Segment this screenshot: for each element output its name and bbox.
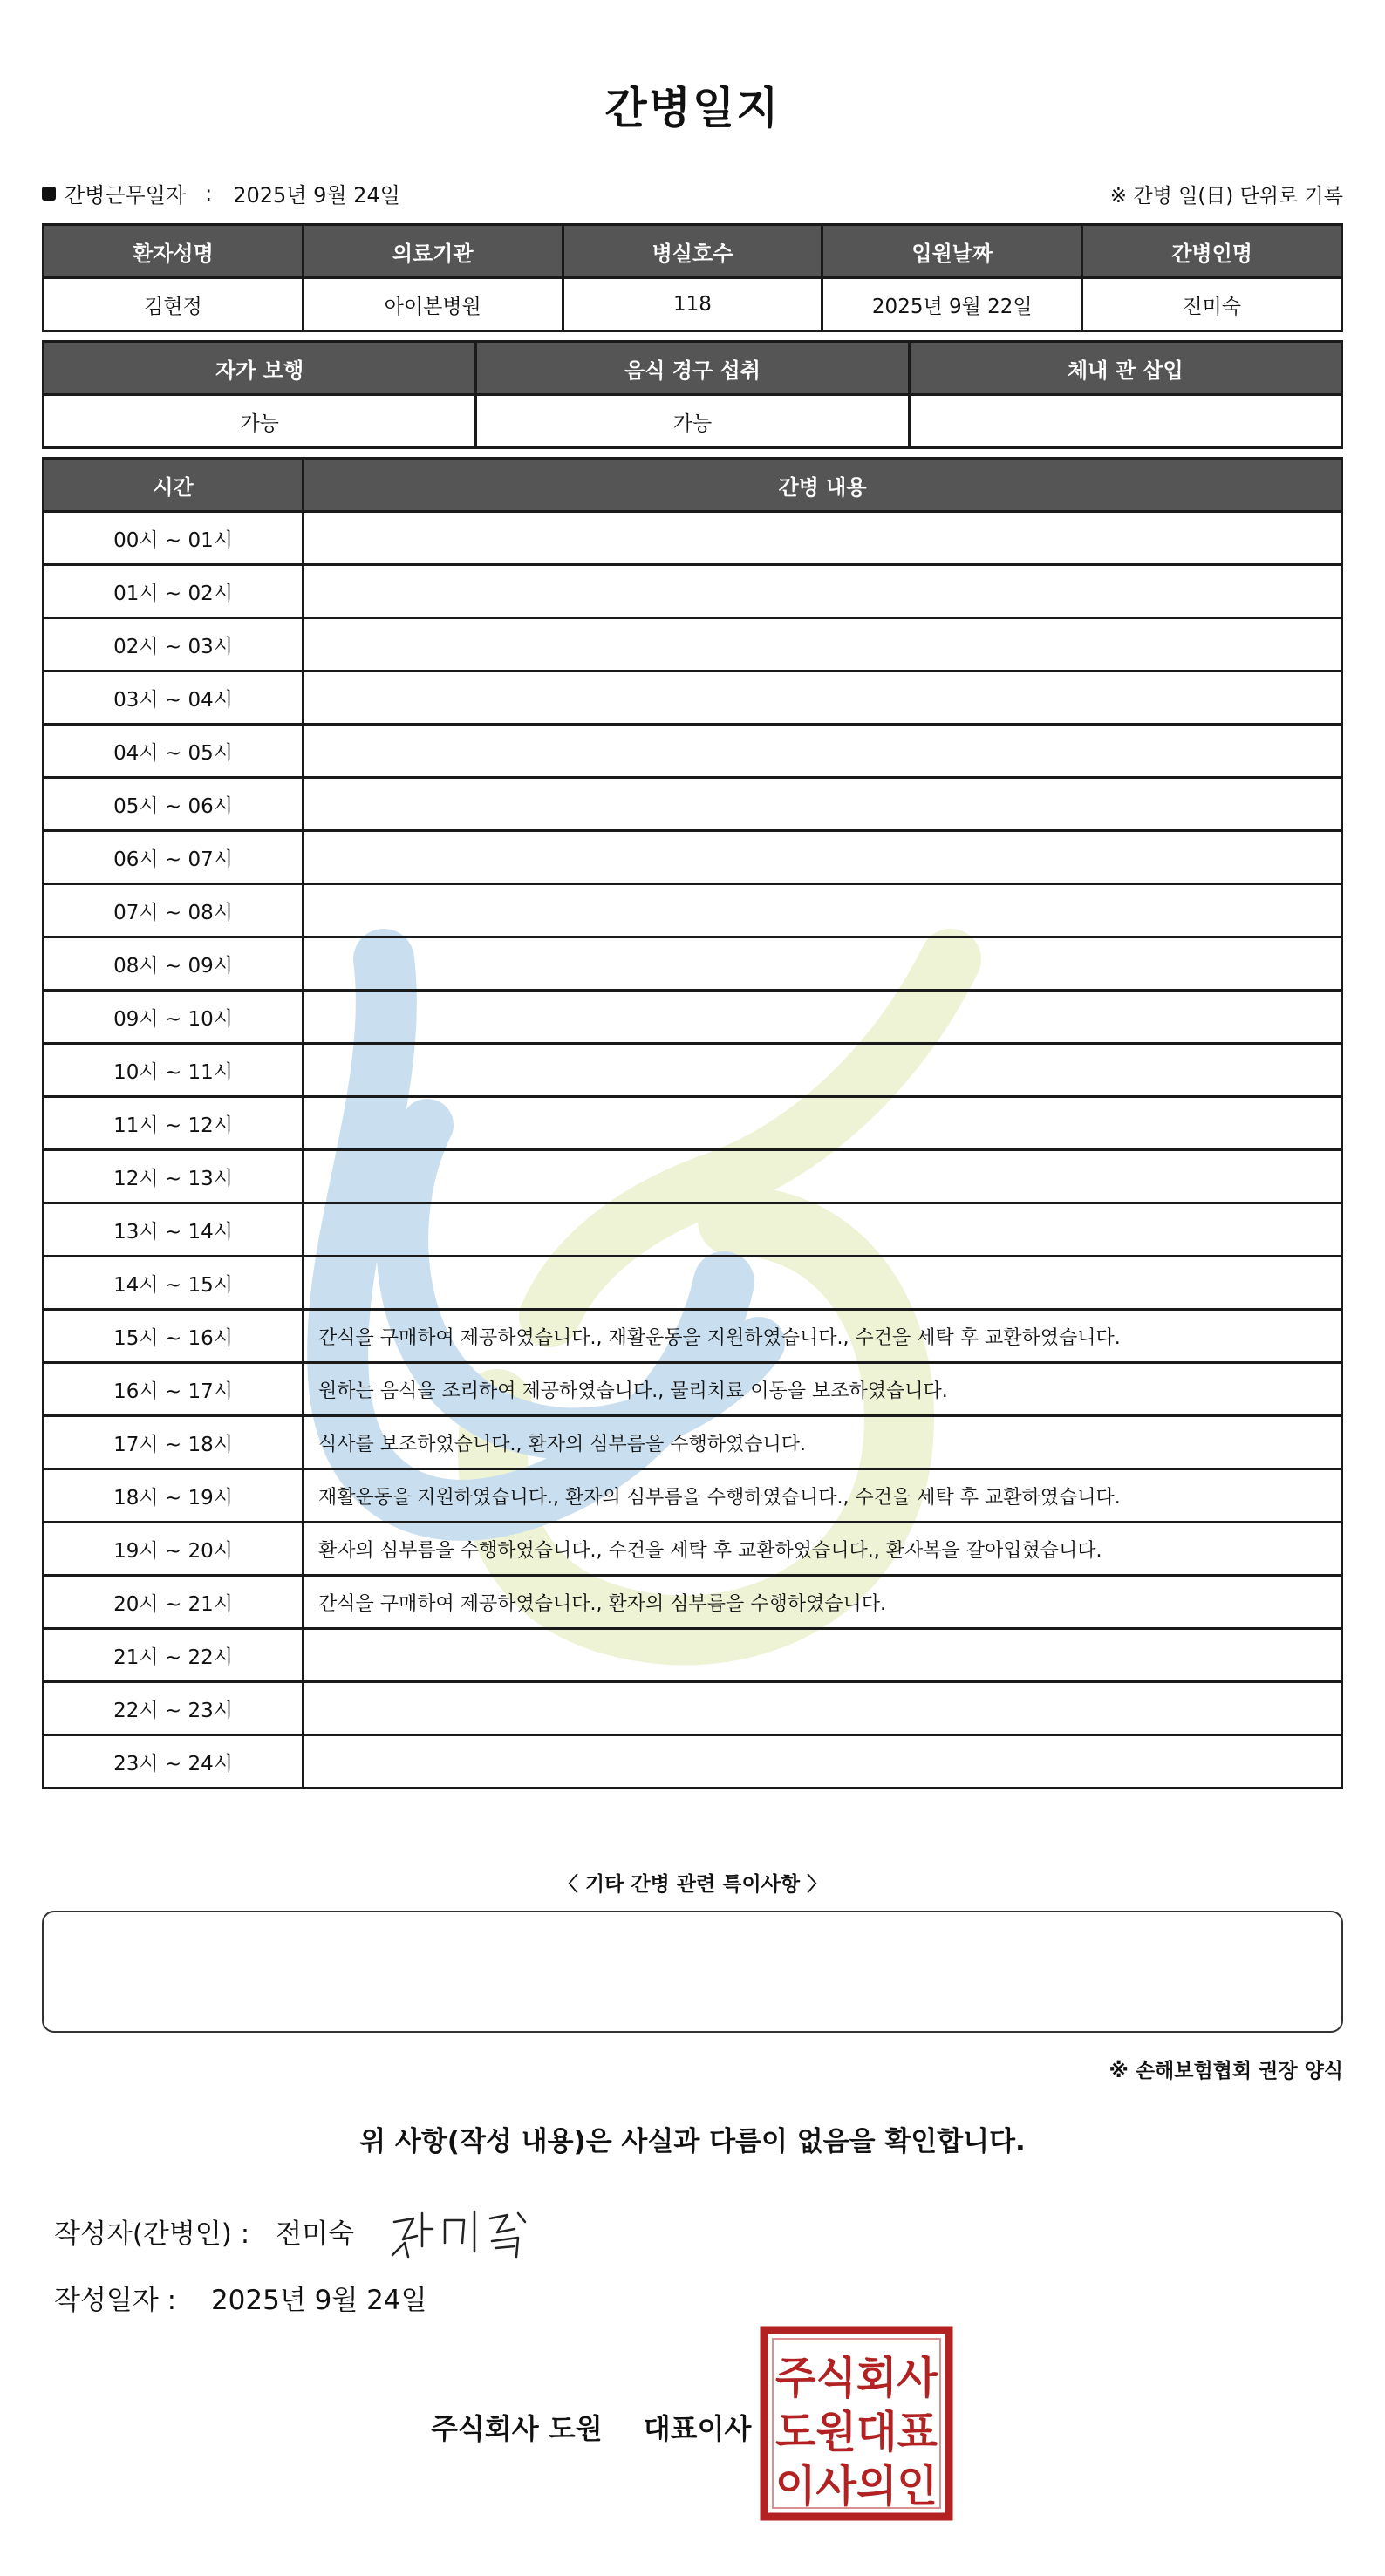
log-content-cell: 간식을 구매하여 제공하였습니다., 환자의 심부름을 수행하였습니다. [304,1576,1342,1629]
work-date-label: 간병근무일자 [65,183,187,208]
status-value-row [44,395,1342,448]
caregiver-name: 전미숙 [1082,278,1342,331]
care-log-row [44,618,1342,671]
log-content-cell [304,725,1342,778]
log-content-cell [304,1150,1342,1203]
care-log-header-row [44,459,1342,512]
log-time-cell: 22시 ~ 23시 [44,1682,304,1735]
medical-institution: 아이본병원 [303,278,563,331]
company-seal-stamp [759,2325,954,2522]
log-time-cell: 17시 ~ 18시 [44,1416,304,1469]
write-date-value: 2025년 9월 24일 [210,2285,427,2316]
care-log-row [44,1257,1342,1310]
care-log-row [44,1044,1342,1097]
care-log-row [44,1416,1342,1469]
log-content-cell [304,884,1342,937]
work-date-value: 2025년 9월 24일 [233,183,400,208]
care-log-row [44,1735,1342,1789]
log-time-cell: 05시 ~ 06시 [44,778,304,831]
header-care-content: 간병 내용 [304,459,1342,512]
log-content-cell [304,512,1342,565]
header-caregiver-name: 간병인명 [1082,225,1342,278]
log-content-cell: 재활운동을 지원하였습니다., 환자의 심부름을 수행하였습니다., 수건을 세탁 후 교환하였습니다. [304,1469,1342,1523]
care-log-row [44,1682,1342,1735]
header-room-number: 병실호수 [563,225,822,278]
log-content-cell [304,1735,1342,1789]
log-time-cell: 03시 ~ 04시 [44,671,304,725]
log-time-cell: 11시 ~ 12시 [44,1097,304,1150]
work-date-colon: : [205,181,213,206]
log-time-cell: 04시 ~ 05시 [44,725,304,778]
work-date-line [42,178,400,208]
self-walking-value: 가능 [44,395,476,448]
seal-text-line-2: 도원대표 [775,2407,938,2457]
log-time-cell: 13시 ~ 14시 [44,1203,304,1257]
log-content-cell: 식사를 보조하였습니다., 환자의 심부름을 수행하였습니다. [304,1416,1342,1469]
log-time-cell: 18시 ~ 19시 [44,1469,304,1523]
care-log-row [44,1150,1342,1203]
care-log-row [44,1097,1342,1150]
special-notes-box [42,1911,1343,2033]
log-time-cell: 00시 ~ 01시 [44,512,304,565]
log-time-cell: 10시 ~ 11시 [44,1044,304,1097]
log-content-cell [304,1257,1342,1310]
header-time: 시간 [44,459,304,512]
care-log-row [44,1576,1342,1629]
care-log-row [44,1310,1342,1363]
writer-name: 전미숙 [276,2218,355,2250]
log-content-cell [304,618,1342,671]
log-content-cell [304,831,1342,884]
log-time-cell: 20시 ~ 21시 [44,1576,304,1629]
log-time-cell: 06시 ~ 07시 [44,831,304,884]
document-title: 간병일지 [604,83,781,133]
oral-intake-value: 가능 [476,395,909,448]
log-content-cell: 환자의 심부름을 수행하였습니다., 수건을 세탁 후 교환하였습니다., 환자복을 갈아입혔습니다. [304,1523,1342,1576]
write-date-line [54,2278,427,2317]
log-time-cell: 07시 ~ 08시 [44,884,304,937]
log-content-cell [304,565,1342,618]
writer-line [54,2211,354,2251]
seal-text-line-1: 주식회사 [775,2353,938,2403]
care-log-row [44,725,1342,778]
header-patient-name: 환자성명 [44,225,304,278]
care-log-row [44,565,1342,618]
writer-label: 작성자(간병인) : [54,2218,250,2250]
room-number: 118 [563,278,822,331]
care-log-row [44,1469,1342,1523]
daily-record-note: ※ 간병 일(日) 단위로 기록 [1109,185,1343,208]
association-form-note: ※ 손해보험협회 권장 양식 [1109,2060,1343,2082]
care-log-row [44,991,1342,1044]
care-log-row [44,1203,1342,1257]
patient-name: 김현정 [44,278,304,331]
care-log-row [44,1523,1342,1576]
log-time-cell: 01시 ~ 02시 [44,565,304,618]
log-time-cell: 08시 ~ 09시 [44,937,304,991]
company-ceo-title: 대표이사 [643,2412,752,2445]
log-content-cell [304,1682,1342,1735]
care-log-body [44,512,1342,1789]
patient-info-header-row [44,225,1342,278]
log-time-cell: 16시 ~ 17시 [44,1363,304,1416]
log-time-cell: 12시 ~ 13시 [44,1150,304,1203]
header-tube-insertion: 체내 관 삽입 [909,342,1341,395]
log-content-cell [304,1097,1342,1150]
tube-insertion-value [909,395,1341,448]
status-header-row [44,342,1342,395]
care-log-row [44,778,1342,831]
patient-status-table [42,340,1343,449]
header-admission-date: 입원날짜 [822,225,1082,278]
log-content-cell [304,778,1342,831]
log-content-cell [304,937,1342,991]
header-oral-intake: 음식 경구 섭취 [476,342,909,395]
company-name: 주식회사 도원 [431,2412,603,2445]
log-content-cell [304,671,1342,725]
header-self-walking: 자가 보행 [44,342,476,395]
log-content-cell [304,991,1342,1044]
patient-info-table [42,223,1343,332]
seal-text-line-3: 이사의인 [775,2461,938,2511]
header-medical-institution: 의료기관 [303,225,563,278]
care-log-row [44,512,1342,565]
log-time-cell: 14시 ~ 15시 [44,1257,304,1310]
log-time-cell: 23시 ~ 24시 [44,1735,304,1789]
confirmation-statement: 위 사항(작성 내용)은 사실과 다름이 없음을 확인합니다. [359,2126,1026,2157]
log-time-cell: 19시 ~ 20시 [44,1523,304,1576]
care-log-row [44,1363,1342,1416]
log-content-cell: 원하는 음식을 조리하여 제공하였습니다., 물리치료 이동을 보조하였습니다. [304,1363,1342,1416]
special-notes-title: 〈 기타 간병 관련 특이사항 〉 [557,1873,828,1896]
log-content-cell [304,1629,1342,1682]
write-date-label: 작성일자 : [54,2285,177,2316]
care-log-table [42,457,1343,1789]
patient-info-value-row [44,278,1342,331]
log-content-cell [304,1203,1342,1257]
company-signoff [431,2407,751,2447]
care-log-row [44,1629,1342,1682]
handwritten-signature [387,2203,544,2264]
care-log-row [44,937,1342,991]
log-time-cell: 09시 ~ 10시 [44,991,304,1044]
log-time-cell: 15시 ~ 16시 [44,1310,304,1363]
log-time-cell: 21시 ~ 22시 [44,1629,304,1682]
admission-date: 2025년 9월 22일 [822,278,1082,331]
log-content-cell: 간식을 구매하여 제공하였습니다., 재활운동을 지원하였습니다., 수건을 세탁 후 교환하였습니다. [304,1310,1342,1363]
care-log-row [44,884,1342,937]
square-bullet-icon [42,187,56,201]
care-log-row [44,671,1342,725]
log-time-cell: 02시 ~ 03시 [44,618,304,671]
log-content-cell [304,1044,1342,1097]
care-log-row [44,831,1342,884]
